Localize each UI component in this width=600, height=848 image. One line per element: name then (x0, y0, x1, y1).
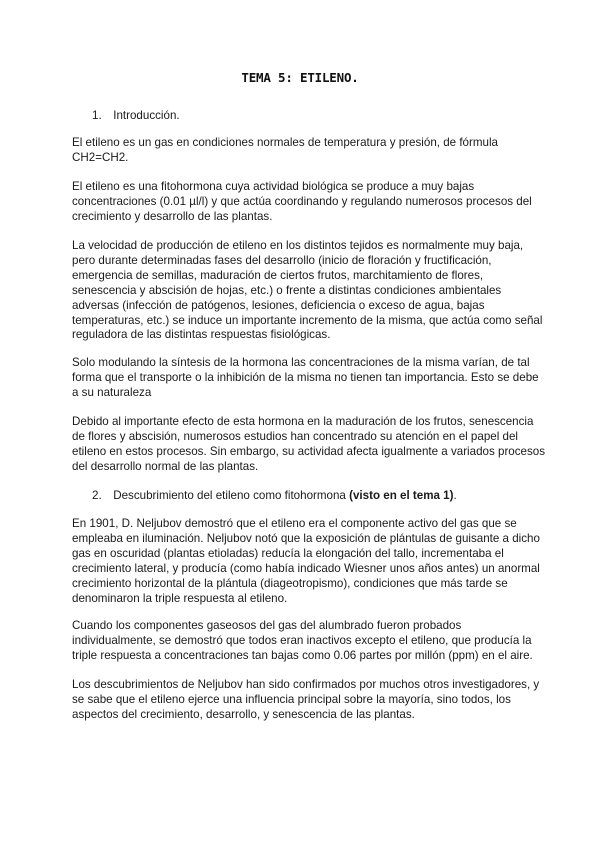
section-number: 1. (92, 109, 102, 122)
paragraph (72, 678, 540, 723)
paragraph (72, 136, 534, 166)
paragraph-line: forma que el transporte o la inhibición de la misma no tienen tan importancia. Esto se debe (72, 370, 539, 384)
paragraph-line: temperaturas, etc.) se induce un importante incremento de la misma, que actúa como señal (72, 313, 543, 327)
paragraph-line: crecimiento lateral, y producía (como había indicado Wiesner unos años antes) un anormal (72, 561, 540, 575)
paragraph-line: se sabe que el etileno ejerce una influencia principal sobre la mayoría, sino todos, los (72, 692, 511, 706)
paragraph-line: CH2=CH2. (72, 150, 129, 164)
paragraph-line: Los descubrimientos de Neljubov han sido confirmados por muchos otros investigadores, y (72, 678, 540, 691)
paragraph-line: El etileno es un gas en condiciones normales de temperatura y presión, de fórmula (72, 136, 498, 149)
paragraph-line: emergencia de semillas, maduración de ciertos frutos, marchitamiento de flores, (72, 268, 484, 282)
paragraph-line: crecimiento y desarrollo de las plantas. (72, 209, 273, 223)
section-number: 2. (92, 489, 102, 502)
paragraph (72, 619, 534, 664)
paragraph-line: El etileno es una fitohormona cuya actividad biológica se produce a muy bajas (72, 180, 475, 193)
paragraph-line: a su naturaleza (72, 385, 152, 399)
paragraph-line: En 1901, D. Neljubov demostró que el etileno era el componente activo del gas que se (72, 517, 517, 530)
paragraph-line: Solo modulando la síntesis de la hormona las concentraciones de la misma varían, de tal (72, 356, 530, 369)
paragraph-line: del desarrollo normal de las plantas. (72, 459, 259, 473)
section-heading-introduccion (92, 108, 180, 123)
paragraph (72, 239, 543, 343)
paragraph-line: pero durante determinadas fases del desarrollo (inicio de floración y fructificación, (72, 253, 492, 267)
paragraph-line: Debido al importante efecto de esta hormona en la maduración de los frutos, senescencia (72, 415, 534, 428)
paragraph-line: triple respuesta a concentraciones tan bajas como 0.06 partes por millón (ppm) en el aire. (72, 648, 533, 662)
paragraph-line: adversas (infección de patógenos, lesiones, deficiencia o exceso de agua, bajas (72, 298, 485, 312)
paragraph-line: concentraciones (0.01 µl/l) y que actúa coordinando y regulando numerosos procesos del (72, 194, 532, 208)
paragraph-line: de flores y abscisión, numerosos estudios han concentrado su atención en el papel del (72, 429, 518, 443)
paragraph (72, 356, 539, 401)
paragraph-line: denominaron la triple respuesta al etileno. (72, 591, 288, 605)
section-heading-descubrimiento (92, 488, 457, 503)
document-title: TEMA 5: ETILENO. (241, 70, 359, 85)
paragraph-line: senescencia y abscisión de hojas, etc.) o frente a distintas condiciones ambientales (72, 283, 502, 297)
paragraph (72, 517, 540, 606)
paragraph-line: Cuando los componentes gaseosos del gas del alumbrado fueron probados (72, 619, 462, 632)
paragraph (72, 415, 546, 475)
paragraph-line: etileno en estos procesos. Sin embargo, su actividad afecta igualmente a variados procesos (72, 444, 546, 458)
paragraph-line: empleaba en iluminación. Neljubov notó que la exposición de plántulas de guisante a dicho (72, 531, 540, 545)
paragraph (72, 180, 534, 225)
paragraph-line: individualmente, se demostró que todos eran inactivos excepto el etileno, que producía la (72, 633, 532, 647)
section-heading-text: Descubrimiento del etileno como fitohormona (113, 489, 350, 502)
paragraph-line: La velocidad de producción de etileno en los distintos tejidos es normalmente muy baja, (72, 239, 524, 252)
paragraph-line: gas en oscuridad (plantas etioladas) reducía la elongación del tallo, incrementaba el (72, 546, 504, 560)
section-heading-bold: (visto en el tema 1) (349, 489, 454, 502)
paragraph-line: reguladora de las distintas respuestas fisiológicas. (72, 328, 331, 342)
paragraph-line: aspectos del crecimiento, desarrollo, y senescencia de las plantas. (72, 707, 415, 721)
section-heading-text: Introducción. (113, 109, 180, 122)
paragraph-line: crecimiento horizontal de la plántula (diageotropismo), condiciones que más tarde se (72, 576, 508, 590)
section-heading-end: . (453, 489, 457, 502)
